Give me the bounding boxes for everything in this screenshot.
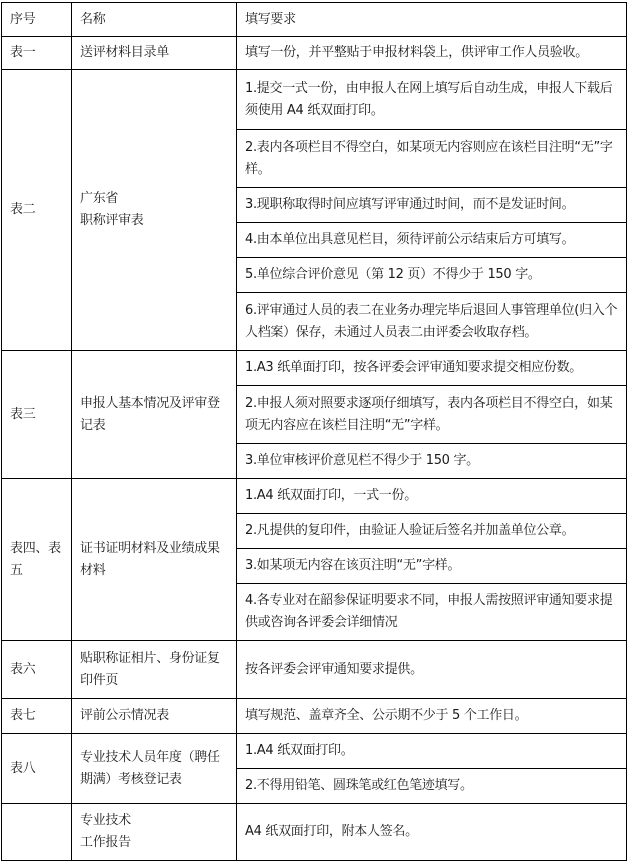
row-name-line: 职称评审表 xyxy=(80,213,144,228)
table-row xyxy=(2,70,627,130)
table-row xyxy=(2,734,627,769)
row-requirement: 填写规范、盖章齐全、公示期不少于 5 个工作日。 xyxy=(237,699,627,734)
row-requirement: 1.A4 纸双面打印。 xyxy=(237,734,627,769)
row-name: 送评材料目录单 xyxy=(72,37,237,70)
row-name-line: 工作报告 xyxy=(80,835,131,850)
row-requirement: 4.由本单位出具意见栏目，须待评前公示结束后方可填写。 xyxy=(237,223,627,258)
row-name-line: 专业技术 xyxy=(80,813,131,828)
row-number: 表六 xyxy=(2,641,72,699)
row-number: 表三 xyxy=(2,351,72,479)
table-row xyxy=(2,351,627,386)
table-row xyxy=(2,699,627,734)
row-number: 表二 xyxy=(2,70,72,351)
row-requirement: 1.A3 纸单面打印，按各评委会评审通知要求提交相应份数。 xyxy=(237,351,627,386)
row-requirement: 3.如某项无内容在该页注明“无”字样。 xyxy=(237,549,627,584)
row-requirement: 1.A4 纸双面打印，一式一份。 xyxy=(237,479,627,514)
table-row xyxy=(2,641,627,699)
row-requirement: 2.表内各项栏目不得空白，如某项无内容则应在该栏目注明“无”字样。 xyxy=(237,130,627,188)
row-name-line: 广东省 xyxy=(80,191,119,206)
row-requirement: 3.单位审核评价意见栏不得少于 150 字。 xyxy=(237,444,627,479)
table-row xyxy=(2,479,627,514)
requirements-table xyxy=(1,2,627,861)
header-name: 名称 xyxy=(72,3,237,37)
row-number: 表八 xyxy=(2,734,72,804)
row-requirement: 2.申报人须对照要求逐项仔细填写，表内各项栏目不得空白，如某项无内容应在该栏目注明“无”字样。 xyxy=(237,386,627,444)
row-requirement: A4 纸双面打印，附本人签名。 xyxy=(237,804,627,861)
row-name: 贴职称证相片、身份证复印件页 xyxy=(72,641,237,699)
row-name: 申报人基本情况及评审登记表 xyxy=(72,351,237,479)
header-row xyxy=(2,3,627,37)
header-number: 序号 xyxy=(2,3,72,37)
row-requirement: 填写一份，并平整贴于申报材料袋上，供评审工作人员验收。 xyxy=(237,37,627,70)
row-number: 表四、表五 xyxy=(2,479,72,641)
row-number: 表七 xyxy=(2,699,72,734)
header-requirements: 填写要求 xyxy=(237,3,627,37)
row-name: 专业技术人员年度（聘任期满）考核登记表 xyxy=(72,734,237,804)
row-requirement: 1.提交一式一份，由申报人在网上填写后自动生成，申报人下载后须使用 A4 纸双面打印。 xyxy=(237,70,627,130)
row-requirement: 5.单位综合评价意见（第 12 页）不得少于 150 字。 xyxy=(237,258,627,293)
row-requirement: 2.不得用铅笔、圆珠笔或红色笔迹填写。 xyxy=(237,769,627,804)
row-requirement: 6.评审通过人员的表二在业务办理完毕后退回人事管理单位(归入个人档案）保存，未通过人员表二由评委会收取存档。 xyxy=(237,293,627,351)
row-requirement: 按各评委会评审通知要求提供。 xyxy=(237,641,627,699)
row-requirement: 2.凡提供的复印件，由验证人验证后签名并加盖单位公章。 xyxy=(237,514,627,549)
table-row xyxy=(2,804,627,861)
row-requirement: 3.现职称取得时间应填写评审通过时间，而不是发证时间。 xyxy=(237,188,627,223)
row-number xyxy=(2,804,72,861)
row-name: 评前公示情况表 xyxy=(72,699,237,734)
row-number: 表一 xyxy=(2,37,72,70)
row-requirement: 4.各专业对在韶参保证明要求不同，申报人需按照评审通知要求提供或咨询各评委会详细情况 xyxy=(237,584,627,641)
table-row xyxy=(2,37,627,70)
row-name xyxy=(72,804,237,861)
row-name xyxy=(72,70,237,351)
row-name: 证书证明材料及业绩成果材料 xyxy=(72,479,237,641)
